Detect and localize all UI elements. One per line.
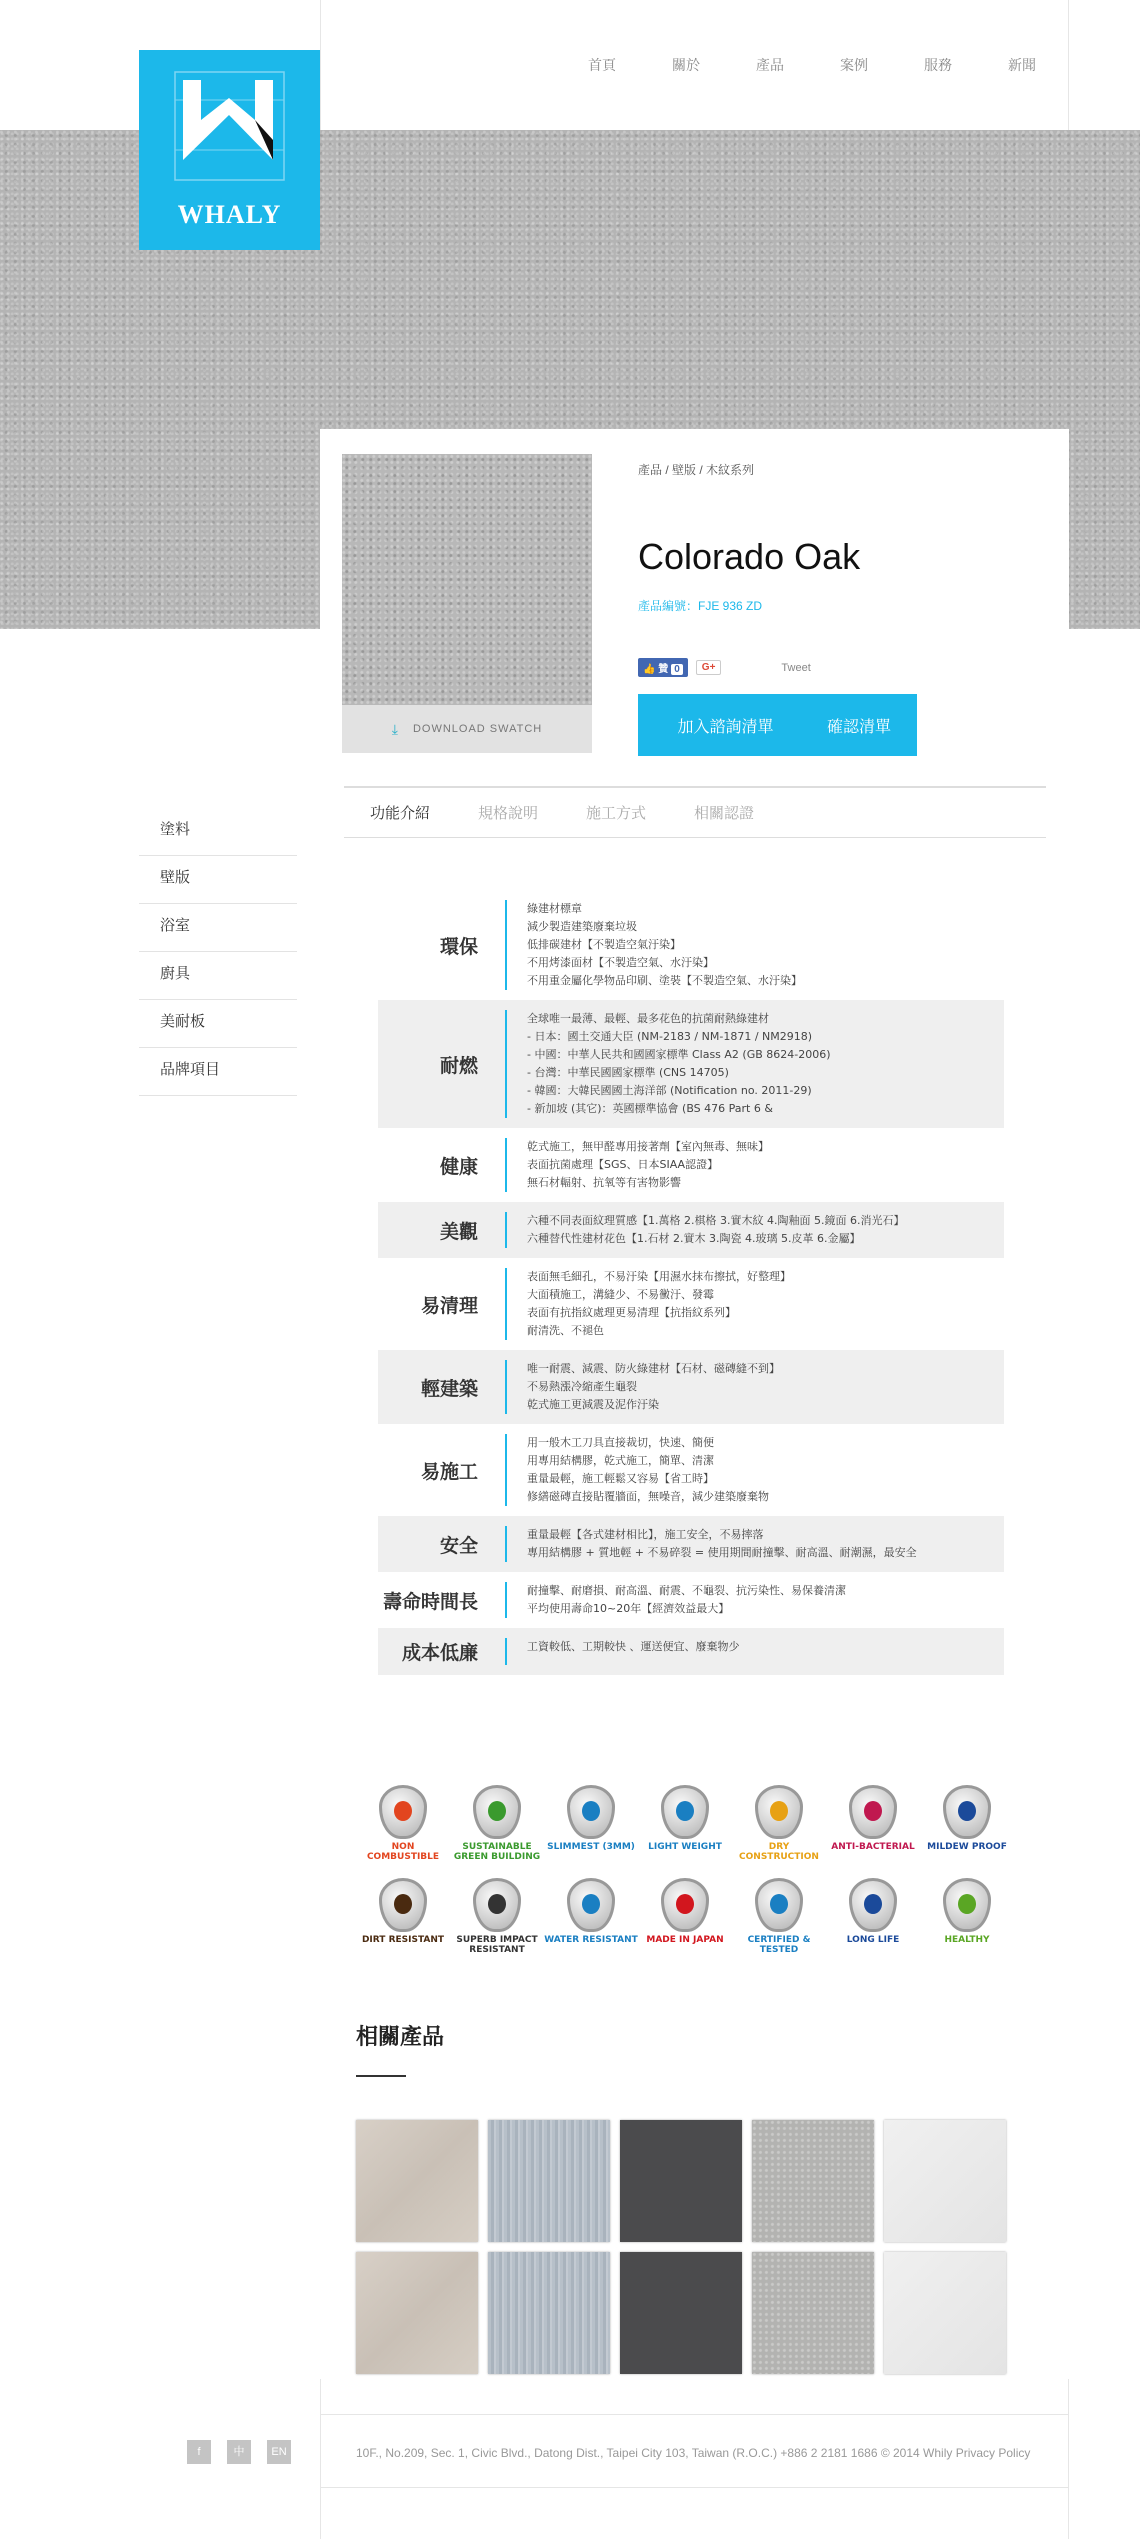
related-product-tile[interactable]	[884, 2252, 1006, 2374]
feature-line: 表面有抗指紋處理更易清理【抗指紋系列】	[527, 1306, 736, 1319]
facebook-like-button[interactable]	[638, 658, 688, 677]
feature-line: - 新加坡 (其它)：英國標準協會 (BS 476 Part 6 &	[527, 1102, 773, 1115]
download-icon: ⤓	[391, 720, 399, 737]
bacteria-icon	[849, 1785, 897, 1839]
badge-symbol	[864, 1894, 882, 1914]
check-icon	[755, 1878, 803, 1932]
feature-line: 表面無毛細孔，不易汙染【用濕水抹布擦拭，好整理】	[527, 1270, 791, 1283]
feature-line: 大面積施工，溝縫少、不易黴汙、發霉	[527, 1288, 714, 1301]
logo-text: WHALY	[177, 200, 282, 229]
slim-icon	[567, 1785, 615, 1839]
badge-row	[356, 1785, 1016, 1862]
badge-label: DRY CONSTRUCTION	[739, 1842, 819, 1862]
nav-services[interactable]: 服務	[924, 57, 952, 73]
feature-badge	[544, 1785, 638, 1862]
feature-line: 無石材輻射、抗氧等有害物影響	[527, 1176, 681, 1189]
sidebar-item-wall-panels[interactable]: 壁版	[139, 856, 297, 904]
impact-icon	[473, 1878, 521, 1932]
badge-symbol	[488, 1894, 506, 1914]
badge-symbol	[676, 1801, 694, 1821]
footer-divider	[320, 2414, 1069, 2415]
tab-installation[interactable]: 施工方式	[586, 805, 647, 822]
healthy-icon	[943, 1878, 991, 1932]
feature-line: 低排碳建材【不製造空氣汙染】	[527, 938, 681, 951]
feature-line: 表面抗菌處理【SGS、日本SIAA認證】	[527, 1158, 719, 1171]
tab-features[interactable]: 功能介紹	[370, 805, 431, 822]
feature-name: 易施工	[378, 1434, 507, 1506]
google-plus-button[interactable]: G+	[696, 660, 722, 675]
feature-row	[378, 1424, 1004, 1516]
feature-line: 六種不同表面紋理質感【1.萬格 2.棋格 3.實木紋 4.陶釉面 5.鏡面 6.消光石】	[527, 1214, 905, 1227]
feature-row	[378, 1628, 1004, 1675]
feature-badge	[638, 1785, 732, 1862]
feature-description	[507, 1350, 780, 1424]
nav-home[interactable]: 首頁	[588, 57, 616, 73]
feature-line: 用專用結構膠，乾式施工，簡單、清潔	[527, 1454, 714, 1467]
feature-name: 健康	[378, 1138, 507, 1192]
sidebar-item-kitchen[interactable]: 廚具	[139, 952, 297, 1000]
feature-description	[507, 1258, 791, 1350]
feature-badge	[826, 1878, 920, 1955]
feature-line: 唯一耐震、減震、防火綠建材【石材、磁磚縫不到】	[527, 1362, 780, 1375]
feature-badge	[638, 1878, 732, 1955]
feature-badge	[450, 1878, 544, 1955]
feature-line: 減少製造建築廢棄垃圾	[527, 920, 637, 933]
nav-news[interactable]: 新聞	[1008, 57, 1036, 73]
feature-line: - 日本：國土交通大臣 (NM-2183 / NM-1871 / NM2918)	[527, 1030, 813, 1043]
feature-line: 六種替代性建材花色【1.石材 2.實木 3.陶瓷 4.玻璃 5.皮革 6.金屬】	[527, 1232, 861, 1245]
product-swatch-image	[342, 454, 592, 705]
sidebar-item-bathroom[interactable]: 浴室	[139, 904, 297, 952]
feature-name: 輕建築	[378, 1360, 507, 1414]
recycle-icon	[473, 1785, 521, 1839]
feature-description	[507, 1000, 831, 1128]
longlife-icon	[849, 1878, 897, 1932]
logo[interactable]	[139, 50, 320, 250]
feature-line: 耐撞擊、耐磨損、耐高溫、耐震、不龜裂、抗污染性、易保養清潔	[527, 1584, 846, 1597]
feature-name: 環保	[378, 900, 507, 990]
feature-badge	[826, 1785, 920, 1862]
feature-description	[507, 1572, 846, 1628]
badge-symbol	[676, 1894, 694, 1914]
tab-specs[interactable]: 規格說明	[478, 805, 539, 822]
feature-line: 耐清洗、不褪色	[527, 1324, 604, 1337]
related-product-tile[interactable]	[488, 2252, 610, 2374]
feature-row	[378, 1258, 1004, 1350]
feature-description	[507, 890, 802, 1000]
tab-certifications[interactable]: 相關認證	[694, 805, 755, 822]
badge-label: HEALTHY	[944, 1935, 990, 1945]
facebook-like-label: 贊	[658, 664, 669, 675]
related-product-tile[interactable]	[752, 2120, 874, 2242]
breadcrumb: 產品 / 壁版 / 木紋系列	[638, 463, 755, 477]
feature-badge	[920, 1878, 1014, 1955]
badge-symbol	[864, 1801, 882, 1821]
related-product-tile[interactable]	[884, 2120, 1006, 2242]
badge-symbol	[582, 1801, 600, 1821]
badge-label: NON COMBUSTIBLE	[366, 1842, 440, 1862]
badge-symbol	[582, 1894, 600, 1914]
feature-badge	[356, 1785, 450, 1862]
dry-icon	[755, 1785, 803, 1839]
feature-row	[378, 1000, 1004, 1128]
sidebar-item-laminate[interactable]: 美耐板	[139, 1000, 297, 1048]
add-inquiry-button[interactable]: 加入諮詢清單	[638, 694, 813, 756]
feature-line: - 韓國：大韓民國國土海洋部 (Notification no. 2011-29)	[527, 1084, 812, 1097]
facebook-link[interactable]: f	[187, 2440, 211, 2464]
feature-line: 重量最輕【各式建材相比】，施工安全，不易摔落	[527, 1528, 764, 1541]
badge-label: SLIMMEST (3MM)	[547, 1842, 635, 1852]
language-zh-link[interactable]: 中	[227, 2440, 251, 2464]
feature-line: 專用結構膠 + 質地輕 + 不易碎裂 = 使用期間耐撞擊、耐高溫、耐潮濕，最安全	[527, 1546, 917, 1559]
related-product-tile[interactable]	[620, 2252, 742, 2374]
badge-symbol	[958, 1894, 976, 1914]
feature-name: 成本低廉	[378, 1638, 507, 1665]
badge-label: MADE IN JAPAN	[646, 1935, 724, 1945]
feature-name: 美觀	[378, 1212, 507, 1248]
related-product-tile[interactable]	[752, 2252, 874, 2374]
related-product-tile[interactable]	[356, 2252, 478, 2374]
badge-label: MILDEW PROOF	[927, 1842, 1007, 1852]
feature-name: 耐燃	[378, 1010, 507, 1118]
feature-line: 修繕磁磚直接貼覆牆面，無噪音，減少建築廢棄物	[527, 1490, 769, 1503]
thumbs-up-icon: 👍	[643, 664, 656, 675]
japan-icon	[661, 1878, 709, 1932]
main-nav	[560, 55, 1064, 75]
badge-label: DIRT RESISTANT	[361, 1935, 445, 1945]
badge-label: LIGHT WEIGHT	[648, 1842, 722, 1852]
confirm-list-button[interactable]: 確認清單	[801, 694, 917, 756]
product-code: 產品編號：FJE 936 ZD	[638, 599, 763, 613]
product-tabs	[344, 786, 1046, 838]
feature-line: 用一般木工刀具直接裁切，快速、簡便	[527, 1436, 714, 1449]
title-underline	[356, 2075, 406, 2077]
related-products-title: 相關產品	[356, 2024, 445, 2049]
product-title: Colorado Oak	[638, 536, 861, 577]
feature-line: 工資較低、工期較快 、運送便宜、廢棄物少	[527, 1640, 740, 1653]
download-swatch-button[interactable]	[342, 705, 592, 753]
badge-symbol	[958, 1801, 976, 1821]
feather-icon	[661, 1785, 709, 1839]
feature-row	[378, 890, 1004, 1000]
badge-symbol	[770, 1801, 788, 1821]
features-table	[378, 890, 1004, 1675]
badge-label: WATER RESISTANT	[544, 1935, 638, 1945]
feature-row	[378, 1572, 1004, 1628]
feature-row	[378, 1128, 1004, 1202]
download-swatch-label: DOWNLOAD SWATCH	[412, 723, 543, 735]
badge-symbol	[770, 1894, 788, 1914]
feature-row	[378, 1350, 1004, 1424]
feature-description	[507, 1202, 904, 1258]
feature-line: 不用重金屬化學物品印刷、塗裝【不製造空氣、水汙染】	[527, 974, 802, 987]
feature-badge	[356, 1878, 450, 1955]
feature-line: 平均使用壽命10~20年【經濟效益最大】	[527, 1602, 730, 1615]
feature-badge	[732, 1878, 826, 1955]
feature-description	[507, 1128, 769, 1202]
footer-text: 10F., No.209, Sec. 1, Civic Blvd., Datong Dist., Taipei City 103, Taiwan (R.O.C.) +886 2 2181 1686 © 2014 Whily Privacy Policy	[356, 2446, 1031, 2460]
feature-line: - 中國：中華人民共和國國家標準 Class A2 (GB 8624-2006)	[527, 1048, 831, 1061]
social-links	[187, 2440, 307, 2464]
category-sidebar	[139, 808, 297, 1096]
badge-symbol	[488, 1801, 506, 1821]
feature-row	[378, 1202, 1004, 1258]
nav-about[interactable]: 關於	[672, 57, 700, 73]
share-bar	[638, 658, 811, 677]
feature-line: 不用烤漆面材【不製造空氣、水汙染】	[527, 956, 714, 969]
facebook-like-count: 0	[671, 664, 683, 675]
badge-symbol	[394, 1801, 412, 1821]
related-product-tile[interactable]	[620, 2120, 742, 2242]
feature-line: 綠建材標章	[527, 902, 582, 915]
fire-icon	[379, 1785, 427, 1839]
feature-line: 乾式施工更減震及泥作汙染	[527, 1398, 659, 1411]
feature-description	[507, 1424, 769, 1516]
dirt-icon	[379, 1878, 427, 1932]
feature-line: 不易熱漲冷縮產生龜裂	[527, 1380, 637, 1393]
feature-description	[507, 1516, 917, 1572]
sidebar-item-brands[interactable]: 品牌項目	[139, 1048, 297, 1096]
feature-badges	[356, 1785, 1016, 1971]
related-product-tile[interactable]	[488, 2120, 610, 2242]
feature-row	[378, 1516, 1004, 1572]
badge-label: CERTIFIED & TESTED	[747, 1935, 811, 1955]
badge-symbol	[394, 1894, 412, 1914]
logo-mark-icon	[173, 70, 286, 190]
feature-name: 安全	[378, 1526, 507, 1562]
related-products-grid	[356, 2120, 1008, 2374]
feature-badge	[544, 1878, 638, 1955]
badge-label: SUSTAINABLE GREEN BUILDING	[453, 1842, 541, 1862]
feature-line: 全球唯一最薄、最輕、最多花色的抗菌耐熱綠建材	[527, 1012, 769, 1025]
badge-row	[356, 1878, 1016, 1955]
feature-description	[507, 1628, 740, 1675]
feature-line: 重量最輕，施工輕鬆又容易【省工時】	[527, 1472, 714, 1485]
feature-line: 乾式施工，無甲醛專用接著劑【室內無毒、無味】	[527, 1140, 769, 1153]
mildew-icon	[943, 1785, 991, 1839]
badge-label: ANTI-BACTERIAL	[831, 1842, 915, 1852]
feature-badge	[732, 1785, 826, 1862]
feature-badge	[450, 1785, 544, 1862]
badge-label: LONG LIFE	[846, 1935, 900, 1945]
sidebar-item-coatings[interactable]: 塗料	[139, 808, 297, 856]
feature-name: 壽命時間長	[378, 1582, 507, 1618]
feature-name: 易清理	[378, 1268, 507, 1340]
language-en-link[interactable]: EN	[267, 2440, 291, 2464]
nav-cases[interactable]: 案例	[840, 57, 868, 73]
nav-products[interactable]: 產品	[756, 57, 784, 73]
feature-badge	[920, 1785, 1014, 1862]
badge-label: SUPERB IMPACT RESISTANT	[456, 1935, 538, 1955]
water-icon	[567, 1878, 615, 1932]
tweet-button[interactable]: Tweet	[781, 661, 811, 674]
feature-line: - 台灣：中華民國國家標準 (CNS 14705)	[527, 1066, 729, 1079]
footer-divider	[320, 2487, 1069, 2488]
related-product-tile[interactable]	[356, 2120, 478, 2242]
